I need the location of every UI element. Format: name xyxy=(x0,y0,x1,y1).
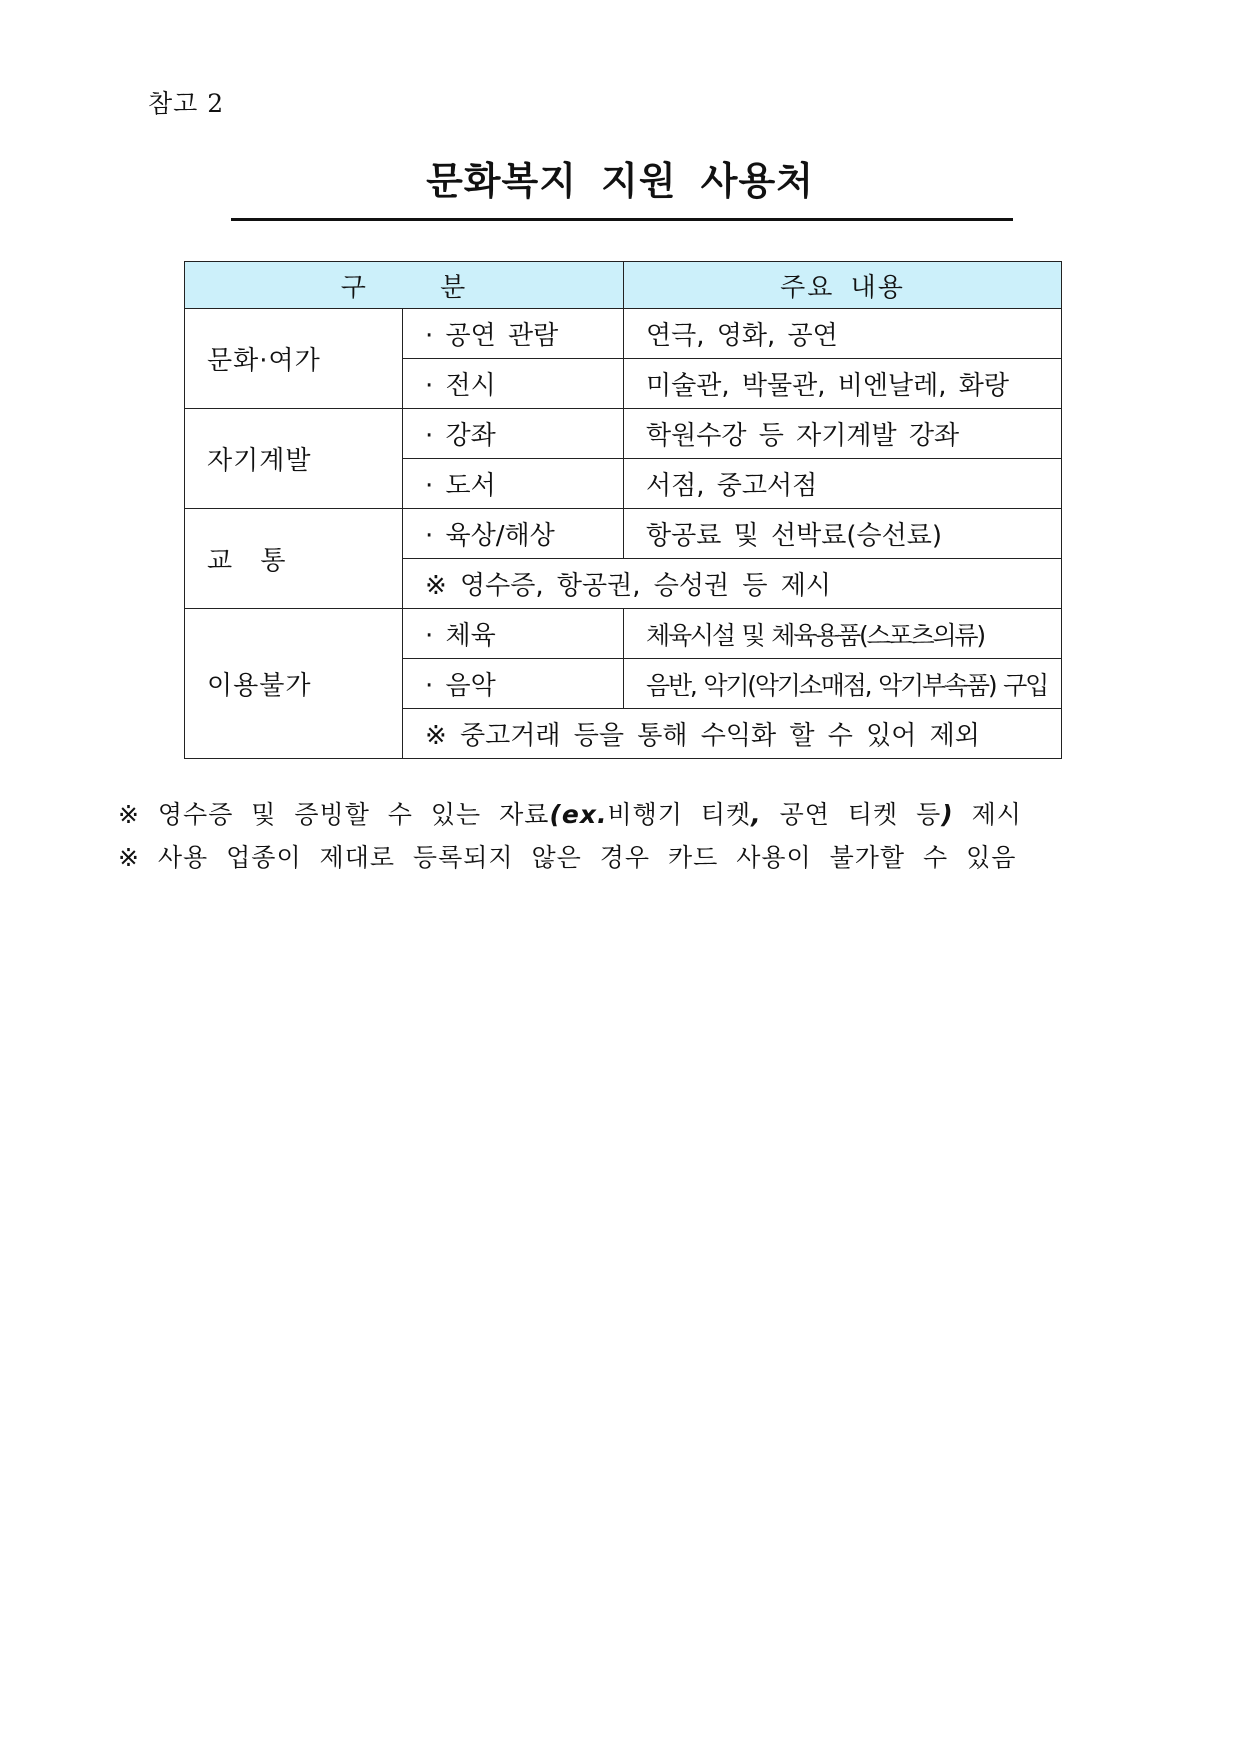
subcategory-cell: · 육상/해상 xyxy=(403,509,624,559)
table-row xyxy=(185,609,1062,659)
reference-label: 참고 2 xyxy=(148,89,225,118)
subcategory-cell: · 도서 xyxy=(403,459,624,509)
description-cell: 학원수강 등 자기계발 강좌 xyxy=(624,409,1062,459)
title-underline xyxy=(231,218,1013,221)
table-row xyxy=(185,309,1062,359)
transport-note: ※ 영수증, 항공권, 승성권 등 제시 xyxy=(403,559,1062,609)
table-row xyxy=(185,409,1062,459)
subcategory-cell: · 공연 관람 xyxy=(403,309,624,359)
usage-table xyxy=(184,261,1062,759)
footnote-receipt: ※ 영수증 및 증빙할 수 있는 자료(ex.비행기 티켓, 공연 티켓 등) 제시 xyxy=(118,800,1022,829)
table-header-row xyxy=(185,262,1062,309)
footnote-card-usage: ※ 사용 업종이 제대로 등록되지 않은 경우 카드 사용이 불가할 수 있음 xyxy=(118,843,1017,872)
category-transport: 교 통 xyxy=(185,509,403,609)
description-cell: 체육시설 및 체육용품(스포츠의류) xyxy=(624,609,1062,659)
subcategory-cell: · 음악 xyxy=(403,659,624,709)
description-cell: 음반, 악기(악기소매점, 악기부속품) 구입 xyxy=(624,659,1062,709)
category-unavailable: 이용불가 xyxy=(185,609,403,759)
header-main-content: 주요 내용 xyxy=(624,262,1062,309)
subcategory-cell: · 강좌 xyxy=(403,409,624,459)
description-cell: 미술관, 박물관, 비엔날레, 화랑 xyxy=(624,359,1062,409)
description-cell: 연극, 영화, 공연 xyxy=(624,309,1062,359)
header-category: 구 분 xyxy=(185,262,624,309)
description-cell: 항공료 및 선박료(승선료) xyxy=(624,509,1062,559)
category-culture: 문화·여가 xyxy=(185,309,403,409)
page-title: 문화복지 지원 사용처 xyxy=(426,159,814,203)
subcategory-cell: · 체육 xyxy=(403,609,624,659)
subcategory-cell: · 전시 xyxy=(403,359,624,409)
unavailable-note: ※ 중고거래 등을 통해 수익화 할 수 있어 제외 xyxy=(403,709,1062,759)
description-cell: 서점, 중고서점 xyxy=(624,459,1062,509)
table-row xyxy=(185,509,1062,559)
category-self-development: 자기계발 xyxy=(185,409,403,509)
